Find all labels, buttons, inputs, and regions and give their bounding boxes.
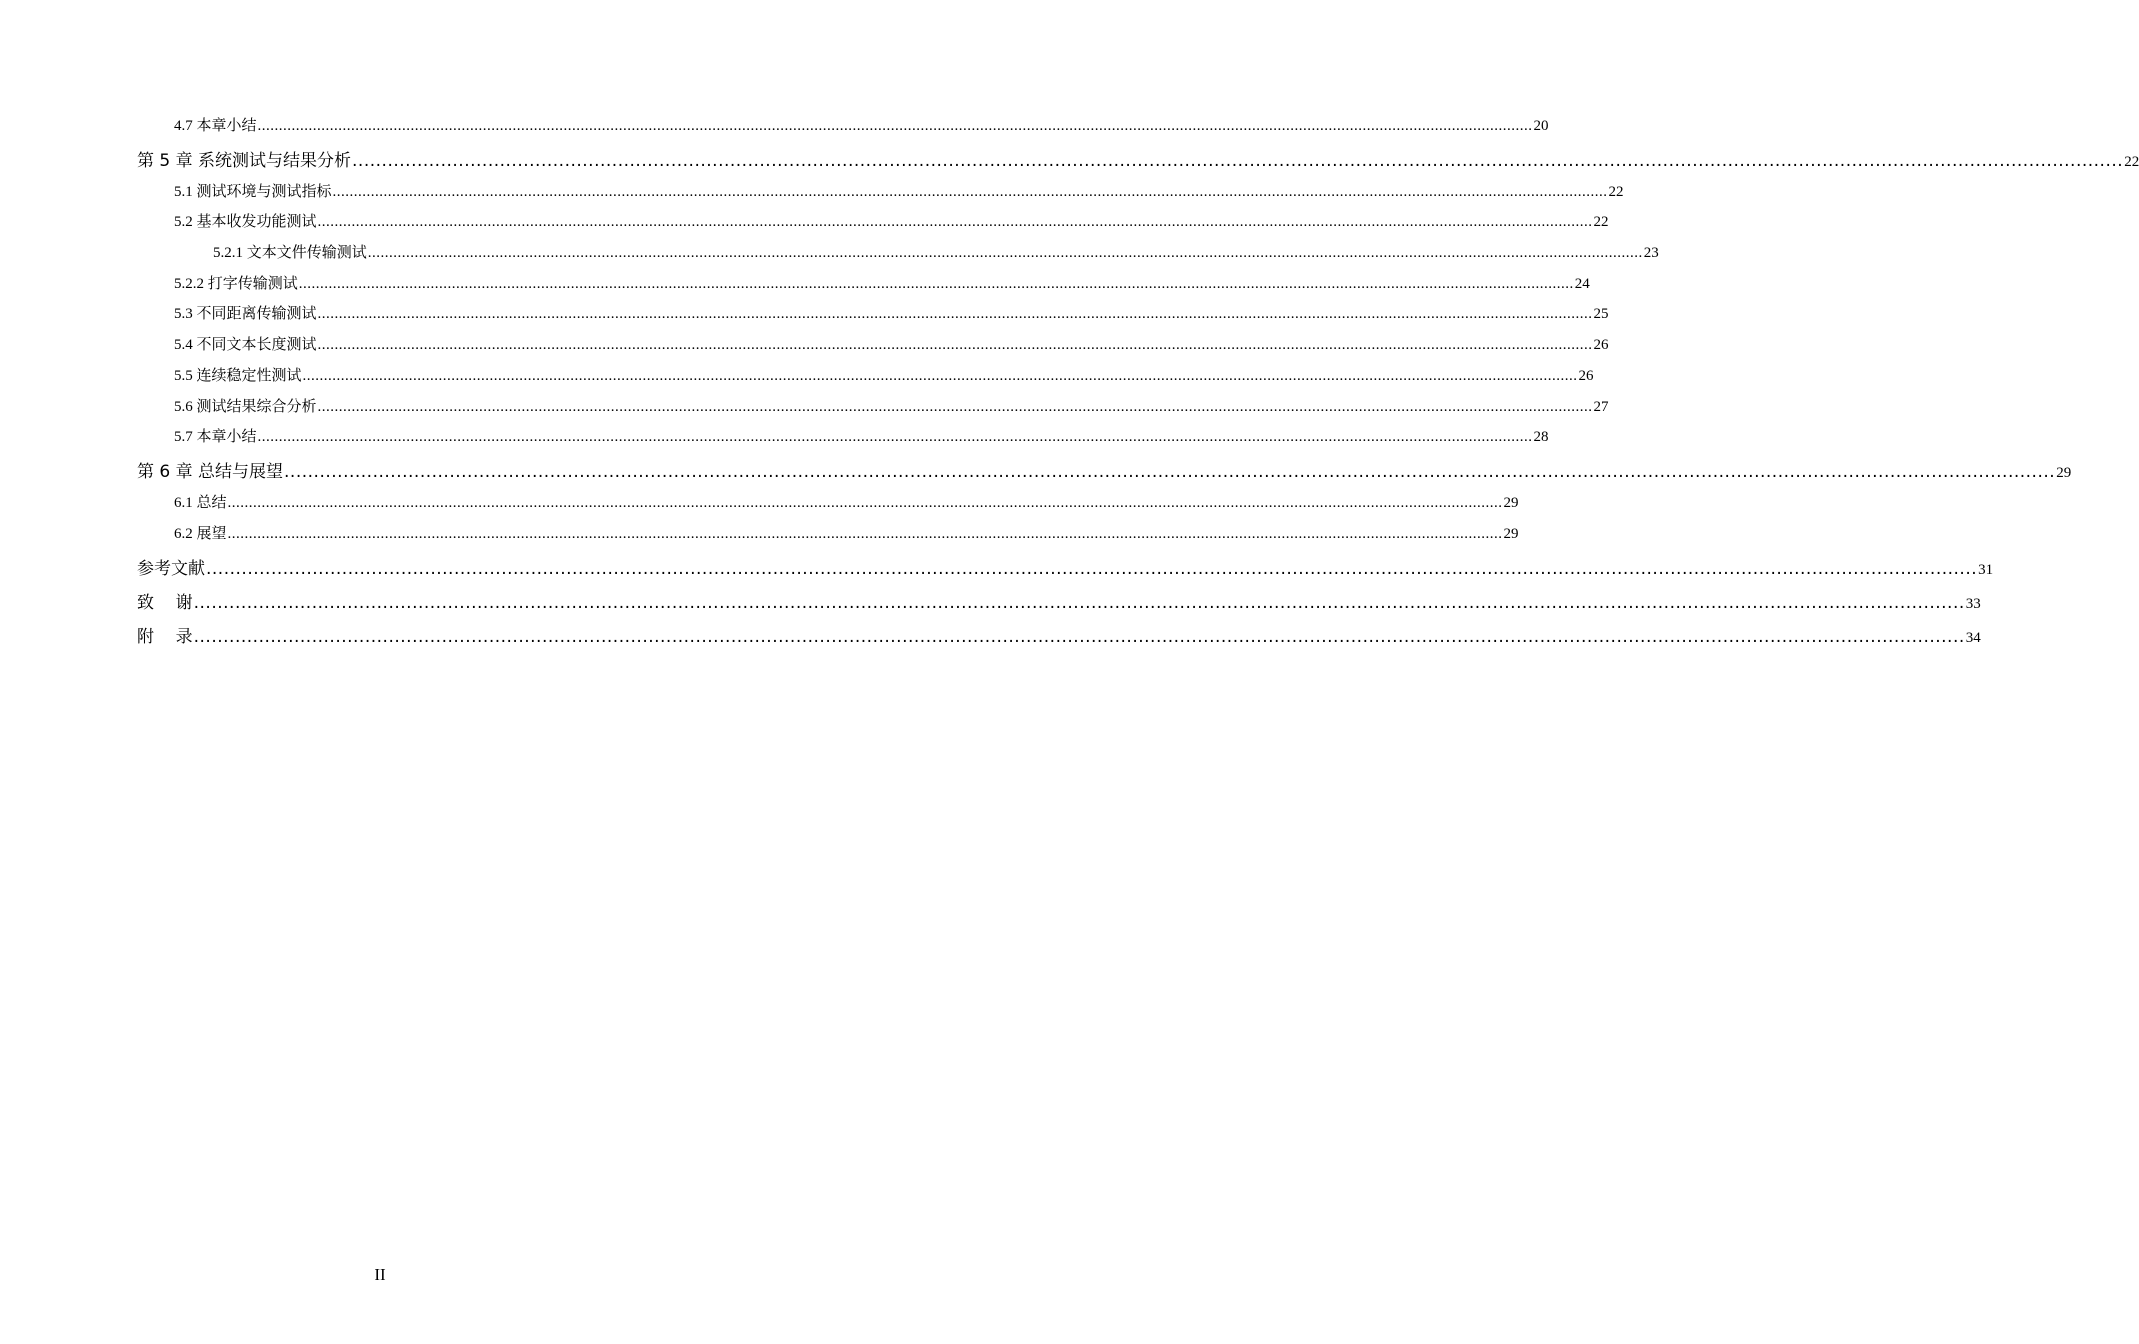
toc-dot-leader: ............................................................................................................................................................................................................................................................................................................ <box>284 462 2056 482</box>
toc-dot-leader: ............................................................................................................................................................................................................................................................................................................ <box>317 214 1593 230</box>
toc-dot-leader: ............................................................................................................................................................................................................................................................................................................ <box>227 495 1503 511</box>
toc-entry[interactable] <box>0 146 2139 171</box>
toc-dot-leader: ............................................................................................................................................................................................................................................................................................................ <box>298 276 1574 292</box>
toc-entry[interactable] <box>0 588 1981 613</box>
toc-entry-page: 28 <box>1533 429 1549 445</box>
toc-entry[interactable] <box>0 491 1519 515</box>
toc-entry[interactable] <box>0 622 1981 647</box>
toc-dot-leader: ............................................................................................................................................................................................................................................................................................................ <box>317 337 1593 353</box>
toc-dot-leader: ............................................................................................................................................................................................................................................................................................................ <box>227 526 1503 542</box>
toc-entry-title: 第 6 章 总结与展望 <box>137 462 284 482</box>
toc-entry-title: 5.2.2 打字传输测试 <box>174 276 298 292</box>
toc-entry-title: 5.2 基本收发功能测试 <box>174 214 317 230</box>
toc-dot-leader: ............................................................................................................................................................................................................................................................................................................ <box>317 399 1593 415</box>
toc-entry-title: 5.5 连续稳定性测试 <box>174 368 302 384</box>
toc-entry[interactable] <box>0 210 1609 234</box>
toc-entry-page: 29 <box>1503 495 1519 511</box>
page-number: II <box>374 1265 386 1284</box>
toc-entry-page: 29 <box>2056 465 2072 481</box>
toc-dot-leader: ............................................................................................................................................................................................................................................................................................................ <box>302 368 1578 384</box>
toc-entry-page: 27 <box>1593 399 1609 415</box>
toc-entry-page: 26 <box>1578 368 1594 384</box>
toc-dot-leader: ............................................................................................................................................................................................................................................................................................................ <box>193 593 1965 613</box>
toc-entry-page: 29 <box>1503 526 1519 542</box>
toc-entry-title: 5.2.1 文本文件传输测试 <box>213 245 367 261</box>
toc-entry-title: 4.7 本章小结 <box>174 118 257 134</box>
toc-entry[interactable] <box>0 395 1609 419</box>
toc-entry-title: 6.1 总结 <box>174 495 227 511</box>
toc-entry[interactable] <box>0 241 1659 265</box>
toc-entry[interactable] <box>0 333 1609 357</box>
toc-entry[interactable] <box>0 302 1609 326</box>
toc-entry[interactable] <box>0 272 1590 296</box>
toc-entry-page: 22 <box>1593 214 1609 230</box>
toc-entry-title: 6.2 展望 <box>174 526 227 542</box>
toc-entry[interactable] <box>0 364 1594 388</box>
toc-entry-page: 24 <box>1574 276 1590 292</box>
toc-dot-leader: ............................................................................................................................................................................................................................................................................................................ <box>352 151 2124 171</box>
toc-dot-leader: ............................................................................................................................................................................................................................................................................................................ <box>193 627 1965 647</box>
toc-dot-leader: ............................................................................................................................................................................................................................................................................................................ <box>206 559 1978 579</box>
toc-entry-page: 23 <box>1643 245 1659 261</box>
toc-dot-leader: ............................................................................................................................................................................................................................................................................................................ <box>257 429 1533 445</box>
toc-entry[interactable] <box>0 114 1549 138</box>
toc-entry-page: 22 <box>2124 154 2139 170</box>
toc-dot-leader: ............................................................................................................................................................................................................................................................................................................ <box>257 118 1533 134</box>
toc-entry-page: 26 <box>1593 337 1609 353</box>
toc-entry[interactable] <box>0 554 1994 579</box>
toc-entry-title: 5.4 不同文本长度测试 <box>174 337 317 353</box>
toc-entry-page: 31 <box>1978 562 1994 578</box>
toc-entry-page: 22 <box>1608 184 1624 200</box>
toc-entry-page: 34 <box>1965 630 1981 646</box>
toc-entry[interactable] <box>0 180 1624 204</box>
toc-dot-leader: ............................................................................................................................................................................................................................................................................................................ <box>367 245 1643 261</box>
toc-dot-leader: ............................................................................................................................................................................................................................................................................................................ <box>317 306 1593 322</box>
toc-entry[interactable] <box>0 522 1519 546</box>
toc-entry-title: 附 录 <box>137 627 193 647</box>
toc-entry[interactable] <box>0 425 1549 449</box>
toc-entry-title: 致 谢 <box>137 593 193 613</box>
toc-entry-title: 5.3 不同距离传输测试 <box>174 306 317 322</box>
toc-entry-title: 5.1 测试环境与测试指标 <box>174 184 332 200</box>
toc-entry-title: 5.6 测试结果综合分析 <box>174 399 317 415</box>
toc-entry-title: 第 5 章 系统测试与结果分析 <box>137 151 352 171</box>
toc-entry-title: 参考文献 <box>137 559 205 579</box>
toc-entry-title: 5.7 本章小结 <box>174 429 257 445</box>
toc-dot-leader: ............................................................................................................................................................................................................................................................................................................ <box>332 184 1608 200</box>
toc-entry-page: 20 <box>1533 118 1549 134</box>
toc-entry-page: 25 <box>1593 306 1609 322</box>
toc-entry[interactable] <box>0 457 2072 482</box>
toc-entry-page: 33 <box>1965 596 1981 612</box>
